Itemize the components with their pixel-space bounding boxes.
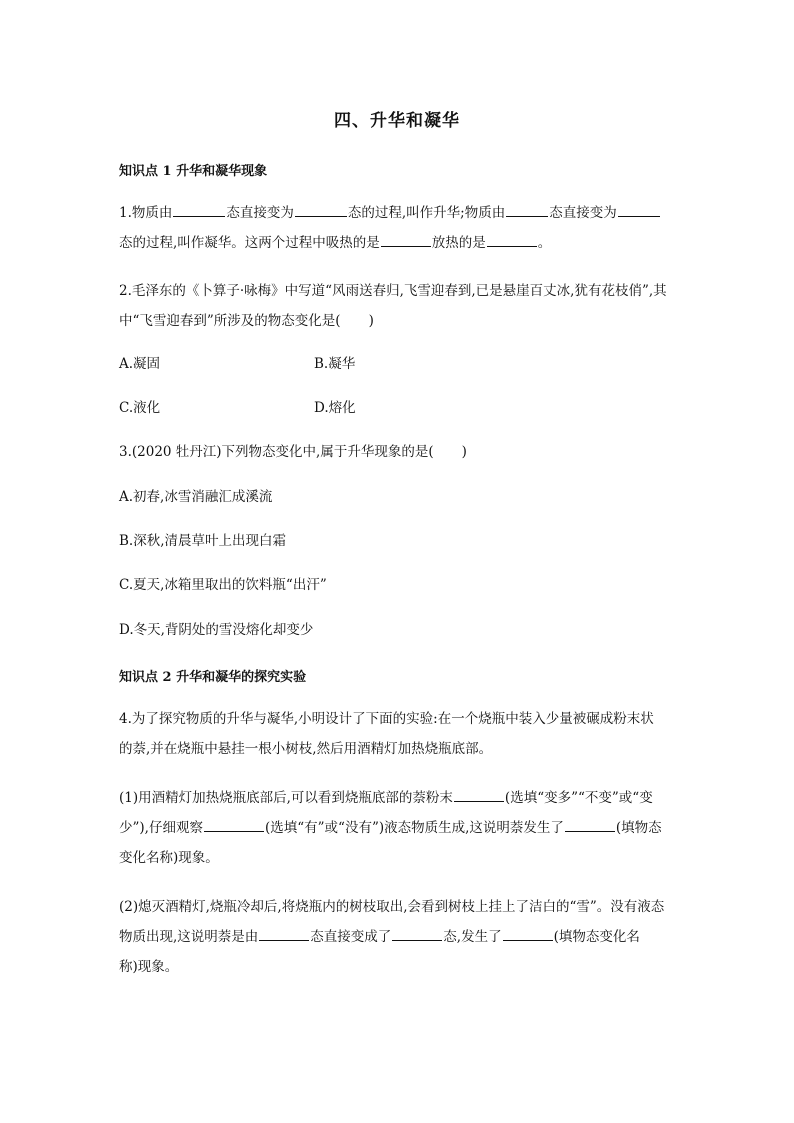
question-4-line-1: 4.为了探究物质的升华与凝华,小明设计了下面的实验:在一个烧瓶中装入少量被碾成粉末状: [119, 711, 654, 727]
q1-text-g: 。: [537, 235, 552, 251]
q2-stem: 中“飞雪迎春到”所涉及的物态变化是(: [119, 313, 341, 329]
q3-option-c[interactable]: C.夏天,冰箱里取出的饮料瓶“出汗”: [119, 577, 327, 593]
answer-blank[interactable]: [565, 816, 615, 832]
q1-text-f: 放热的是: [431, 235, 486, 251]
question-4-1-line-1: [119, 784, 679, 812]
question-2-line-2: [119, 307, 679, 335]
q1-text-a: 1.物质由: [119, 205, 173, 221]
q4-2-text-a: 物质出现,这说明萘是由: [119, 929, 259, 945]
q4-2-text-d: (填物态变化名: [553, 929, 640, 945]
answer-blank[interactable]: [204, 816, 264, 832]
answer-blank[interactable]: [487, 231, 537, 247]
q3-paren-close: ): [461, 444, 467, 460]
q2-option-b[interactable]: B.凝华: [314, 356, 356, 372]
q3-option-b[interactable]: B.深秋,清晨草叶上出现白霜: [119, 533, 287, 549]
answer-blank[interactable]: [381, 231, 431, 247]
answer-blank[interactable]: [173, 201, 225, 217]
section-2-heading: 知识点 2 升华和凝华的探究实验: [119, 670, 307, 685]
question-1-line-1: [119, 199, 679, 227]
q3-stem-text: 3.(2020 牡丹江)下列物态变化中,属于升华现象的是(: [119, 444, 434, 460]
q2-paren-close: ): [368, 313, 374, 329]
q3-option-a[interactable]: A.初春,冰雪消融汇成溪流: [119, 489, 273, 505]
q4-2-text-c: 态,发生了: [443, 929, 502, 945]
answer-blank[interactable]: [454, 786, 504, 802]
answer-blank[interactable]: [392, 925, 442, 941]
answer-blank[interactable]: [295, 201, 347, 217]
section-1-heading: 知识点 1 升华和凝华现象: [119, 164, 268, 179]
answer-blank[interactable]: [503, 925, 553, 941]
q1-text-d: 态直接变为: [549, 205, 617, 221]
q4-1-text-c: 少”),仔细观察: [119, 820, 203, 836]
q4-1-text-d: (选填“有”或“没有”)液态物质生成,这说明萘发生了: [264, 820, 564, 836]
question-2-line-1: 2.毛泽东的《卜算子·咏梅》中写道“风雨送春归,飞雪迎春到,已是悬崖百丈冰,犹有花枝俏”,其: [119, 283, 667, 299]
question-4-2-line-1: (2)熄灭酒精灯,烧瓶冷却后,将烧瓶内的树枝取出,会看到树枝上挂上了洁白的“雪”。没有液态: [119, 899, 665, 915]
page-title: 四、升华和凝华: [334, 111, 460, 131]
question-1-line-2: [119, 229, 679, 257]
question-4-2-line-2: [119, 923, 679, 951]
question-4-2-line-3: 称)现象。: [119, 959, 179, 975]
question-3-stem: [119, 438, 679, 466]
answer-blank[interactable]: [259, 925, 309, 941]
q2-option-a[interactable]: A.凝固: [119, 356, 161, 372]
q1-text-b: 态直接变为: [226, 205, 294, 221]
question-4-line-2: 的萘,并在烧瓶中悬挂一根小树枝,然后用酒精灯加热烧瓶底部。: [119, 741, 493, 757]
q1-text-e: 态的过程,叫作凝华。这两个过程中吸热的是: [119, 235, 380, 251]
q4-1-text-b: (选填“变多”“不变”或“变: [504, 790, 653, 806]
q4-1-text-a: (1)用酒精灯加热烧瓶底部后,可以看到烧瓶底部的萘粉末: [119, 790, 453, 806]
q4-1-text-e: (填物态: [615, 820, 662, 836]
q2-option-d[interactable]: D.熔化: [314, 400, 356, 416]
q4-2-text-b: 态直接变成了: [310, 929, 392, 945]
answer-blank[interactable]: [618, 201, 660, 217]
q2-option-c[interactable]: C.液化: [119, 400, 161, 416]
q3-option-d[interactable]: D.冬天,背阴处的雪没熔化却变少: [119, 622, 314, 638]
question-4-1-line-2: [119, 814, 679, 842]
answer-blank[interactable]: [506, 201, 548, 217]
question-4-1-line-3: 变化名称)现象。: [119, 850, 219, 866]
q1-text-c: 态的过程,叫作升华;物质由: [347, 205, 506, 221]
